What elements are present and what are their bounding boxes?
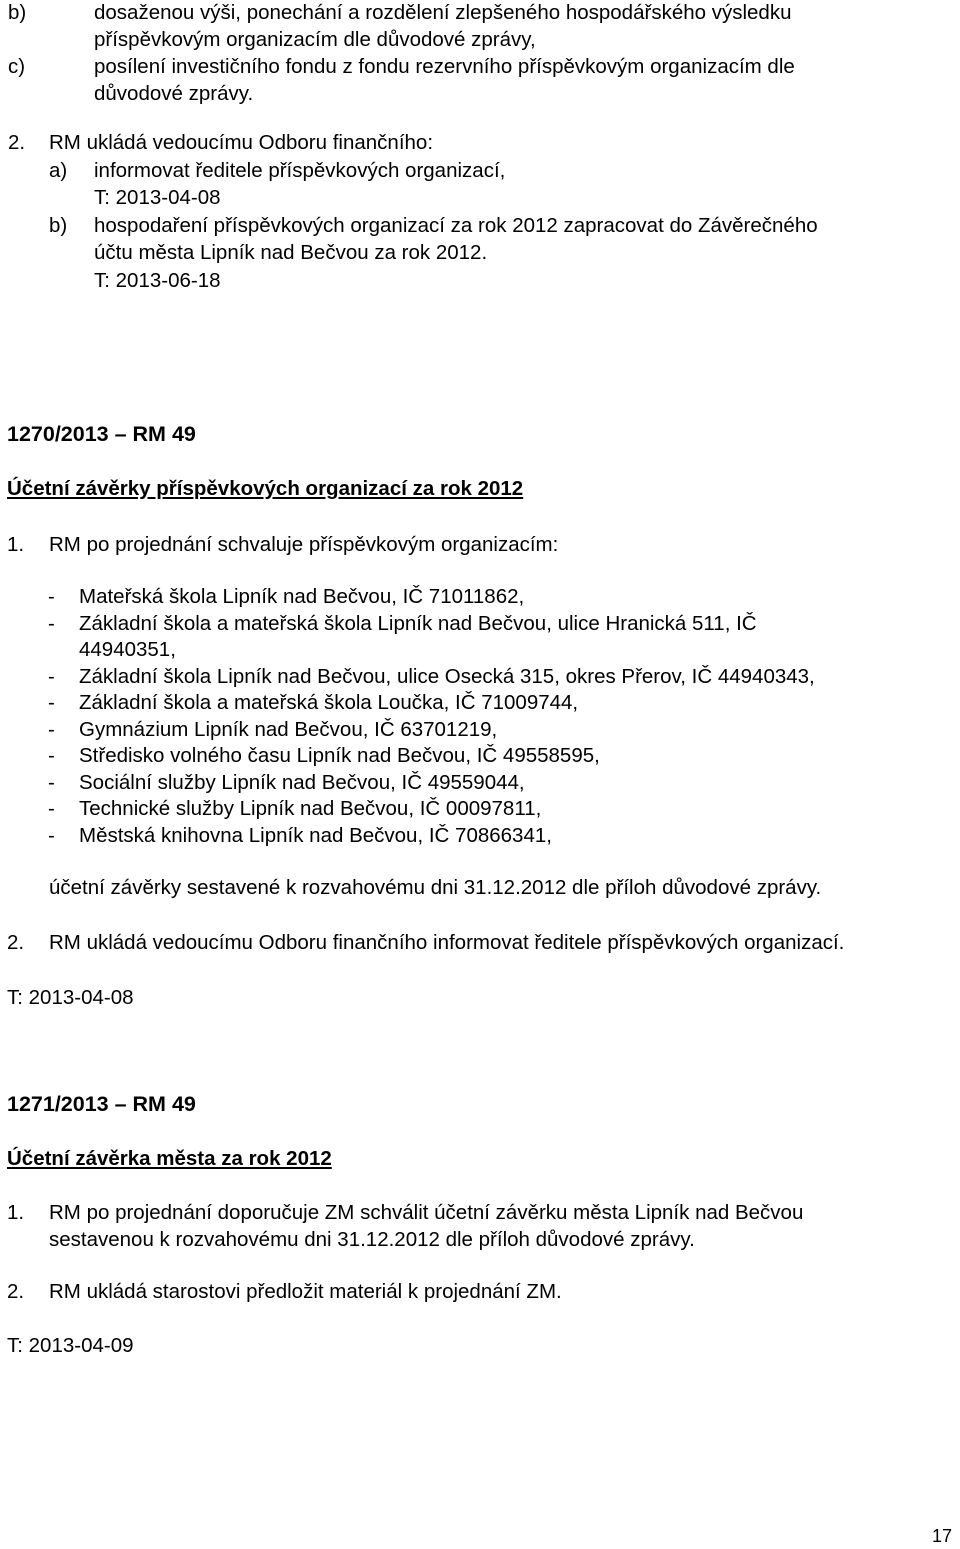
subitem-a-text: informovat ředitele příspěvkových organizací,	[94, 159, 506, 182]
page-number: 17	[931, 1526, 952, 1546]
resolution-1270-point-1-number: 1.	[7, 533, 25, 556]
org-list-item: Městská knihovna Lipník nad Bečvou, IČ 70866341,	[79, 824, 552, 847]
paragraph-2-text: RM ukládá vedoucímu Odboru finančního:	[49, 131, 434, 154]
resolution-1271-deadline: T: 2013-04-09	[7, 1334, 134, 1357]
resolution-1270-heading: 1270/2013 – RM 49	[7, 422, 196, 446]
item-label-c: c)	[8, 55, 26, 78]
subitem-a-deadline: T: 2013-04-08	[94, 186, 221, 209]
resolution-1271-heading: 1271/2013 – RM 49	[7, 1092, 196, 1116]
resolution-1270-conclusion: účetní závěrky sestavené k rozvahovému dni 31.12.2012 dle příloh důvodové zprávy.	[49, 876, 822, 899]
org-list-item: Základní škola a mateřská škola Loučka, IČ 71009744,	[79, 691, 579, 714]
resolution-1271-point-2-text: RM ukládá starostovi předložit materiál k projednání ZM.	[49, 1280, 562, 1303]
org-list-item: Sociální služby Lipník nad Bečvou, IČ 49559044,	[79, 771, 525, 794]
resolution-1271-point-1-number: 1.	[7, 1201, 25, 1224]
org-list-item: Základní škola Lipník nad Bečvou, ulice Osecká 315, okres Přerov, IČ 44940343,	[79, 665, 815, 688]
list-dash: -	[48, 771, 55, 794]
org-list-item: Technické služby Lipník nad Bečvou, IČ 00097811,	[79, 797, 542, 820]
org-list-item: Základní škola a mateřská škola Lipník nad Bečvou, ulice Hranická 511, IČ	[79, 612, 757, 635]
list-dash: -	[48, 824, 55, 847]
item-c-line-1: posílení investičního fondu z fondu rezervního příspěvkovým organizacím dle	[94, 55, 795, 78]
list-dash: -	[48, 718, 55, 741]
list-dash: -	[48, 665, 55, 688]
resolution-1270-deadline: T: 2013-04-08	[7, 986, 134, 1009]
subitem-label-a: a)	[49, 159, 68, 182]
item-b-line-1: dosaženou výši, ponechání a rozdělení zlepšeného hospodářského výsledku	[94, 1, 792, 24]
item-b-line-2: příspěvkovým organizacím dle důvodové zprávy,	[94, 28, 536, 51]
resolution-1270-subject: Účetní závěrky příspěvkových organizací za rok 2012	[7, 477, 524, 500]
resolution-1270-point-2-text: RM ukládá vedoucímu Odboru finančního informovat ředitele příspěvkových organizací.	[49, 931, 845, 954]
org-list-item-continuation: 44940351,	[79, 638, 176, 661]
org-list-item: Středisko volného času Lipník nad Bečvou, IČ 49558595,	[79, 744, 600, 767]
resolution-1270-point-2-number: 2.	[7, 931, 25, 954]
list-dash: -	[48, 612, 55, 635]
subitem-label-b: b)	[49, 214, 68, 237]
list-dash: -	[48, 691, 55, 714]
org-list-item: Mateřská škola Lipník nad Bečvou, IČ 71011862,	[79, 585, 525, 608]
resolution-1270-point-1-text: RM po projednání schvaluje příspěvkovým organizacím:	[49, 533, 559, 556]
subitem-b-line-1: hospodaření příspěvkových organizací za rok 2012 zapracovat do Závěrečného	[94, 214, 818, 237]
item-label-b: b)	[8, 1, 27, 24]
org-list-item: Gymnázium Lipník nad Bečvou, IČ 63701219,	[79, 718, 498, 741]
paragraph-number-2: 2.	[8, 131, 26, 154]
subitem-b-deadline: T: 2013-06-18	[94, 269, 221, 292]
resolution-1271-point-2-number: 2.	[7, 1280, 25, 1303]
list-dash: -	[48, 585, 55, 608]
resolution-1271-point-1-line-1: RM po projednání doporučuje ZM schválit účetní závěrku města Lipník nad Bečvou	[49, 1201, 804, 1224]
list-dash: -	[48, 744, 55, 767]
item-c-line-2: důvodové zprávy.	[94, 82, 254, 105]
resolution-1271-subject: Účetní závěrka města za rok 2012	[7, 1147, 332, 1170]
list-dash: -	[48, 797, 55, 820]
resolution-1271-point-1-line-2: sestavenou k rozvahovému dni 31.12.2012 dle příloh důvodové zprávy.	[49, 1228, 695, 1251]
subitem-b-line-2: účtu města Lipník nad Bečvou za rok 2012.	[94, 241, 488, 264]
